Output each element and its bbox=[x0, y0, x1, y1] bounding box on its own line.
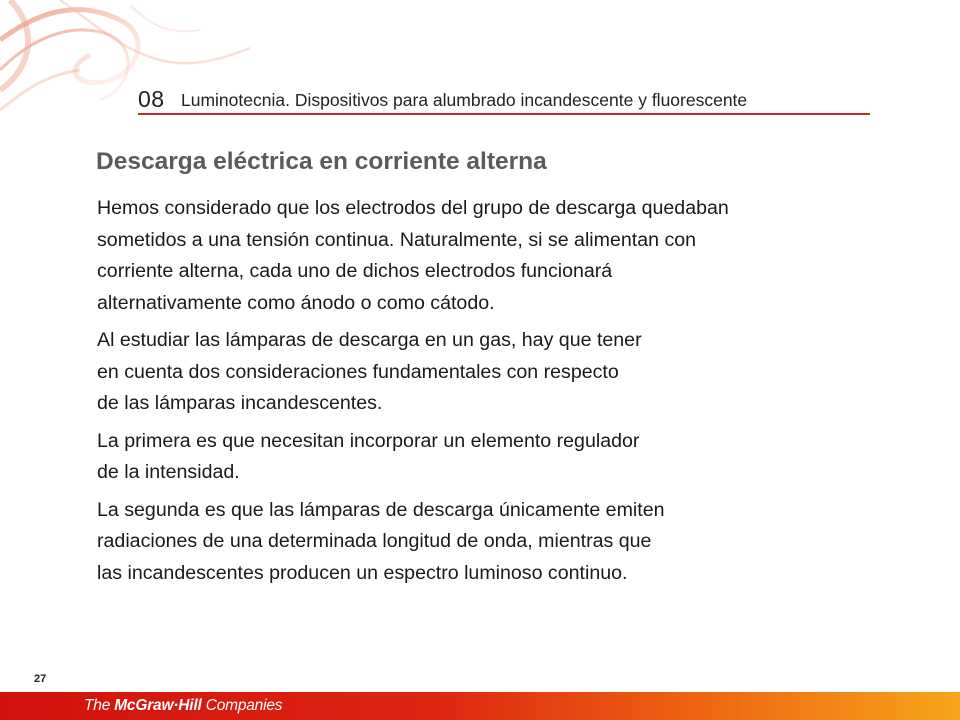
page-number: 27 bbox=[34, 673, 47, 685]
text-line: radiaciones de una determinada longitud de onda, mientras que bbox=[97, 530, 652, 552]
paragraph-3 bbox=[97, 426, 887, 489]
text-line: sometidos a una tensión continua. Naturalmente, si se alimentan con bbox=[97, 228, 697, 251]
text-line: las incandescentes producen un espectro luminoso continuo. bbox=[97, 561, 628, 584]
text-line: de las lámparas incandescentes. bbox=[97, 392, 383, 414]
text-line: La primera es que necesitan incorporar un elemento regulador bbox=[97, 429, 640, 452]
chapter-header bbox=[138, 86, 870, 116]
text-line: Al estudiar las lámparas de descarga en un gas, hay que tener bbox=[97, 329, 642, 351]
decorative-smoke-swirl bbox=[0, 0, 260, 160]
chapter-title: Luminotecnia. Dispositivos para alumbrado incandescente y fluorescente bbox=[181, 90, 748, 110]
text-line: Hemos considerado que los electrodos del grupo de descarga quedaban bbox=[97, 197, 729, 219]
logo-brand: McGraw·Hill bbox=[114, 697, 202, 714]
paragraph-2 bbox=[97, 325, 887, 420]
text-line: corriente alterna, cada uno de dichos electrodos funcionará bbox=[97, 260, 613, 282]
text-line: de la intensidad. bbox=[97, 461, 240, 483]
publisher-logo bbox=[84, 697, 282, 715]
text-line: en cuenta dos consideraciones fundamentales con respecto bbox=[97, 360, 619, 383]
text-line: alternativamente como ánodo o como cátodo. bbox=[97, 291, 495, 314]
paragraph-4 bbox=[97, 495, 887, 590]
header-divider bbox=[138, 113, 870, 115]
logo-suffix: Companies bbox=[201, 697, 283, 714]
logo-prefix: The bbox=[84, 697, 115, 714]
paragraph-1 bbox=[97, 193, 887, 319]
body-text bbox=[97, 193, 887, 595]
section-title: Descarga eléctrica en corriente alterna bbox=[96, 148, 547, 175]
chapter-number: 08 bbox=[138, 86, 165, 112]
text-line: La segunda es que las lámparas de descarga únicamente emiten bbox=[97, 498, 665, 521]
